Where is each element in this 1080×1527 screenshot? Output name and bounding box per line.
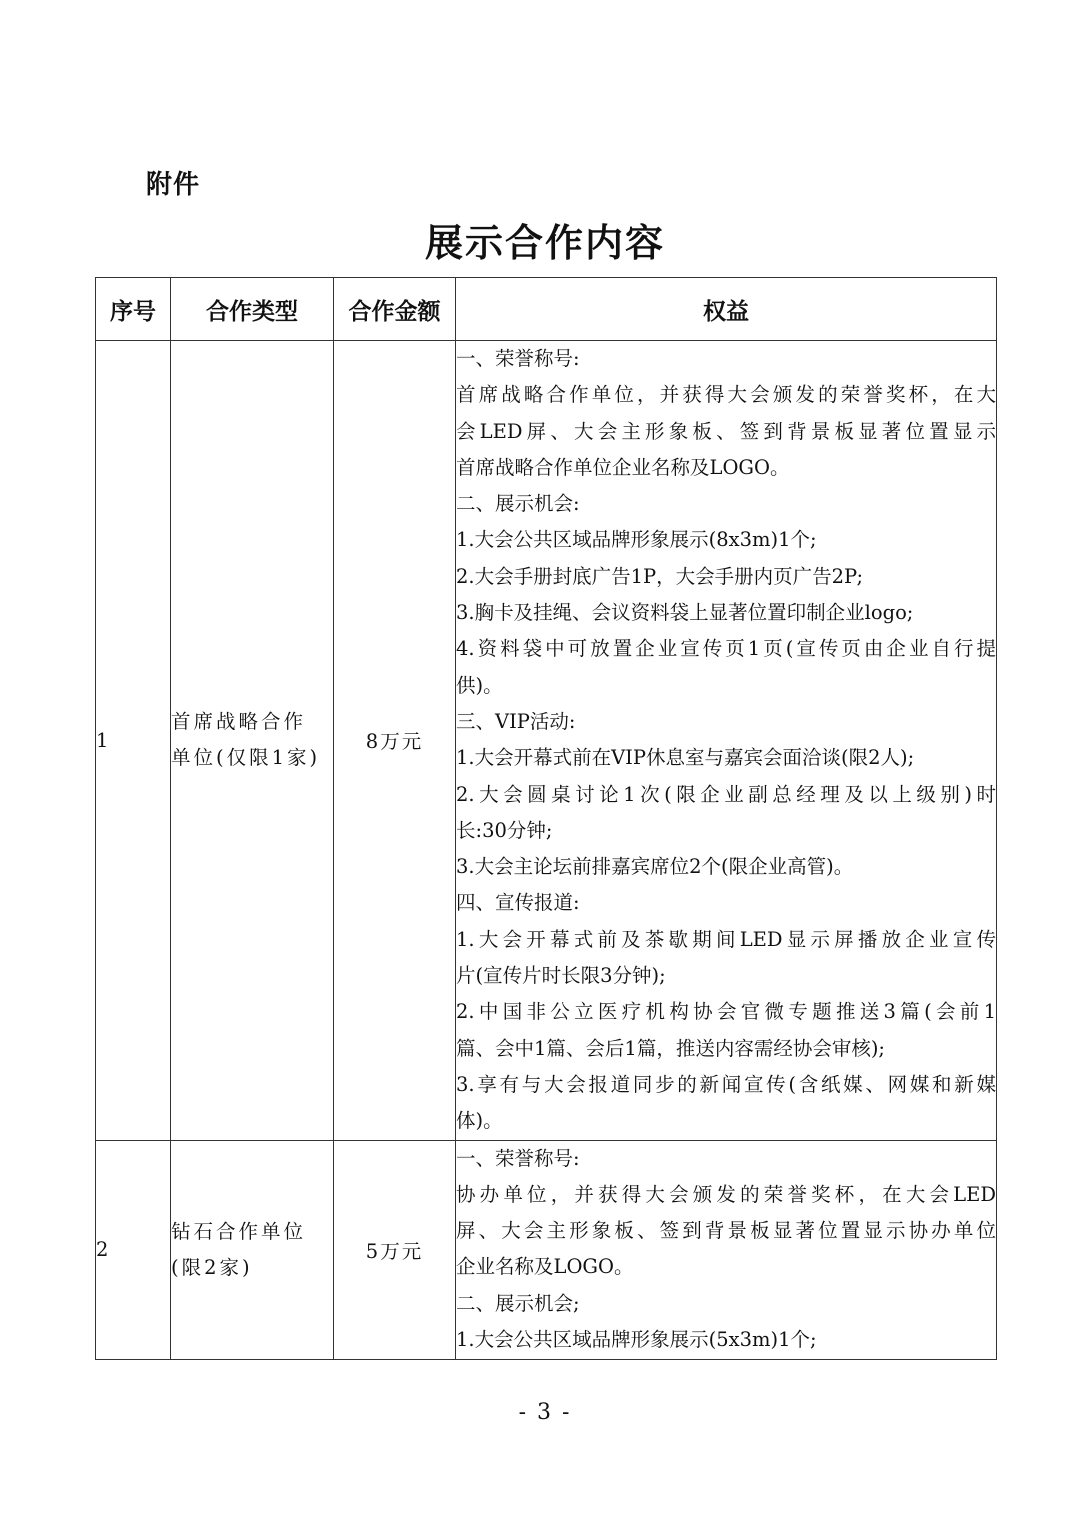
row-type [171,341,334,1141]
benefit-line: 屏、大会主形象板、签到背景板显著位置显示协办单位 [456,1219,996,1243]
row-seq: 2 [96,1140,171,1359]
row-type-line: (限2家) [171,1255,253,1279]
benefit-line: 企业名称及LOGO。 [456,1255,634,1279]
cooperation-table [95,277,997,1360]
benefit-line: 4.资料袋中可放置企业宣传页1页(宣传页由企业自行提 [456,637,996,661]
header-type: 合作类型 [171,278,334,341]
benefit-line: 篇、会中1篇、会后1篇，推送内容需经协会审核); [456,1036,885,1060]
benefit-line: 2.大会手册封底广告1P，大会手册内页广告2P; [456,564,864,588]
benefit-line: 1.大会开幕式前及茶歇期间LED显示屏播放企业宣传 [456,927,996,951]
attachment-label: 附件 [146,170,201,200]
row-type-line: 单位(仅限1家) [171,746,321,770]
row-benefits [456,1140,997,1359]
benefit-line: 2.大会圆桌讨论1次(限企业副总经理及以上级别)时 [456,782,996,806]
benefit-line: 1.大会开幕式前在VIP休息室与嘉宾会面洽谈(限2人); [456,746,915,770]
row-type [171,1140,334,1359]
benefit-line: 3.享有与大会报道同步的新闻宣传(含纸媒、网媒和新媒 [456,1072,996,1096]
benefit-line: 供)。 [456,673,503,697]
header-amount: 合作金额 [334,278,456,341]
row-amount: 5万元 [334,1140,456,1359]
table-row [96,341,997,1141]
benefit-line: 一、荣誉称号: [456,1146,580,1170]
benefit-line: 长:30分钟; [456,818,553,842]
benefit-line: 首席战略合作单位企业名称及LOGO。 [456,455,790,479]
row-amount: 8万元 [334,341,456,1141]
benefit-line: 1.大会公共区域品牌形象展示(5x3m)1个; [456,1328,817,1352]
row-seq: 1 [96,341,171,1141]
benefit-line: 三、VIP活动: [456,709,576,733]
benefit-line: 一、荣誉称号: [456,347,580,370]
benefit-line: 协办单位，并获得大会颁发的荣誉奖杯，在大会LED [456,1182,996,1206]
benefit-line: 首席战略合作单位，并获得大会颁发的荣誉奖杯，在大 [456,383,996,407]
header-benefits: 权益 [456,278,997,341]
table-row [96,1140,997,1359]
header-seq: 序号 [96,278,171,341]
benefit-line: 片(宣传片时长限3分钟); [456,964,666,988]
benefit-line: 3.大会主论坛前排嘉宾席位2个(限企业高管)。 [456,855,854,879]
page-number: - 3 - [518,1400,572,1425]
row-type-line: 首席战略合作 [171,710,307,734]
row-benefits [456,341,997,1141]
document-title: 展示合作内容 [424,221,665,265]
benefit-line: 2.中国非公立医疗机构协会官微专题推送3篇(会前1 [456,1000,996,1024]
benefit-line: 1.大会公共区域品牌形象展示(8x3m)1个; [456,528,817,552]
table-header-row [96,278,997,341]
benefit-line: 会LED屏、大会主形象板、签到背景板显著位置显示 [456,419,996,443]
benefit-line: 体)。 [456,1109,503,1133]
benefit-line: 二、展示机会: [456,492,580,516]
benefit-line: 二、展示机会; [456,1291,580,1315]
benefit-line: 四、宣传报道: [456,891,580,915]
benefit-line: 3.胸卡及挂绳、会议资料袋上显著位置印制企业logo; [456,601,914,625]
row-type-line: 钻石合作单位 [171,1219,307,1243]
